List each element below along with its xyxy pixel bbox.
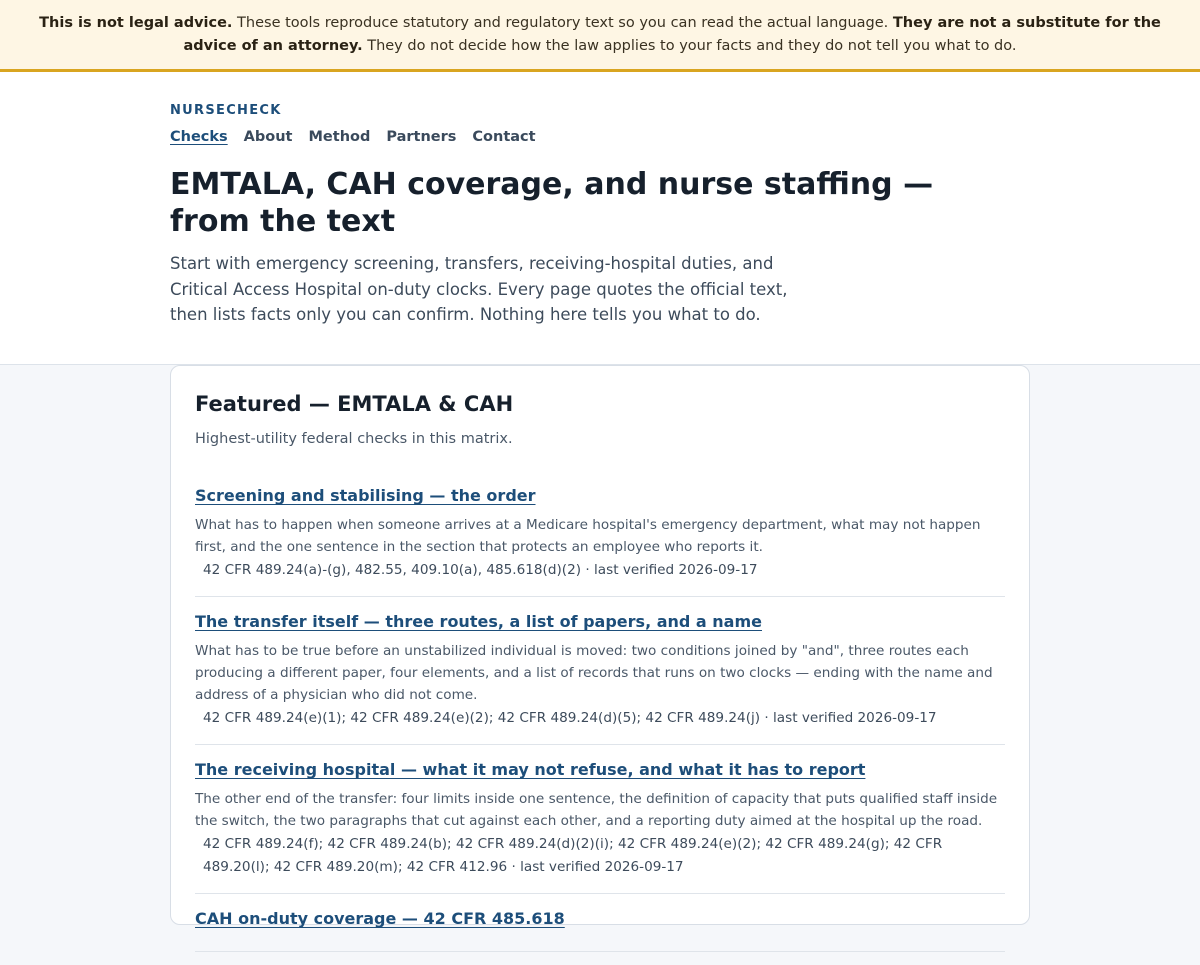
list-item xyxy=(195,610,1005,745)
site-brand: NURSECHECK xyxy=(170,103,282,118)
item-link[interactable]: The transfer itself — three routes, a list of papers, and a name xyxy=(195,612,762,631)
list-item xyxy=(195,758,1005,894)
featured-list xyxy=(195,484,1005,965)
list-item xyxy=(195,907,1005,952)
item-description: What has to happen when someone arrives at a Medicare hospital's emergency department, what may not happen first, and the one sentence in the section that protects an employee who reports it. xyxy=(195,517,981,555)
featured-title: Featured — EMTALA & CAH xyxy=(195,392,514,416)
item-link[interactable]: CAH on-duty coverage — 42 CFR 485.618 xyxy=(195,909,565,928)
item-description: What has to be true before an unstabilized individual is moved: two conditions joined by "and", three routes each producing a different paper, four elements, and a list of records that runs on two clocks — ending with the name and address of a physician who did not come. xyxy=(195,643,993,703)
featured-card xyxy=(170,365,1030,928)
nav-about[interactable]: About xyxy=(243,129,293,145)
disclaimer-text-1: These tools reproduce statutory and regulatory text so you can read the actual language. xyxy=(232,15,893,31)
nav-partners[interactable]: Partners xyxy=(386,129,457,145)
page-title: EMTALA, CAH coverage, and nurse staffing — from the text xyxy=(170,167,934,239)
page-intro: Start with emergency screening, transfers, receiving-hospital duties, and Critical Access Hospital on-duty clocks. Every page quotes the official text, then lists facts only you can confirm. Nothing here tells you what to do. xyxy=(170,254,788,324)
item-description: The other end of the transfer: four limits inside one sentence, the definition of capacity that puts qualified staff inside the switch, the two paragraphs that cut against each other, and a reporting duty aimed at the hospital up the road. xyxy=(195,791,998,829)
item-citation: 42 CFR 489.24(e)(1); 42 CFR 489.24(e)(2); 42 CFR 489.24(d)(5); 42 CFR 489.24(j) · last verified 2026-09-17 xyxy=(203,710,937,726)
item-citation: 42 CFR 489.24(f); 42 CFR 489.24(b); 42 CFR 489.24(d)(2)(i); 42 CFR 489.24(e)(2); 42 CFR 489.24(g); 42 CFR 489.20(l); 42 CFR 489.20(m); 42 CFR 412.96 · last verified 2026-09-17 xyxy=(203,836,943,875)
nav-method[interactable]: Method xyxy=(308,129,371,145)
item-link[interactable]: Screening and stabilising — the order xyxy=(195,486,536,505)
nav-contact[interactable]: Contact xyxy=(472,129,536,145)
disclaimer-lead: This is not legal advice. xyxy=(39,15,233,31)
list-item xyxy=(195,484,1005,597)
disclaimer-emphasis: They are not a substitute for the advice of an attorney. xyxy=(183,15,1161,54)
item-link[interactable]: The receiving hospital — what it may not refuse, and what it has to report xyxy=(195,760,866,779)
main-nav xyxy=(170,129,536,145)
featured-subtitle: Highest-utility federal checks in this matrix. xyxy=(195,431,513,447)
item-citation: 42 CFR 489.24(a)-(g), 482.55, 409.10(a), 485.618(d)(2) · last verified 2026-09-17 xyxy=(203,562,758,578)
nav-checks[interactable]: Checks xyxy=(170,129,228,145)
page-header xyxy=(0,72,1200,365)
legal-disclaimer-banner xyxy=(0,0,1200,72)
disclaimer-text-2: They do not decide how the law applies to your facts and they do not tell you what to do. xyxy=(362,38,1017,54)
